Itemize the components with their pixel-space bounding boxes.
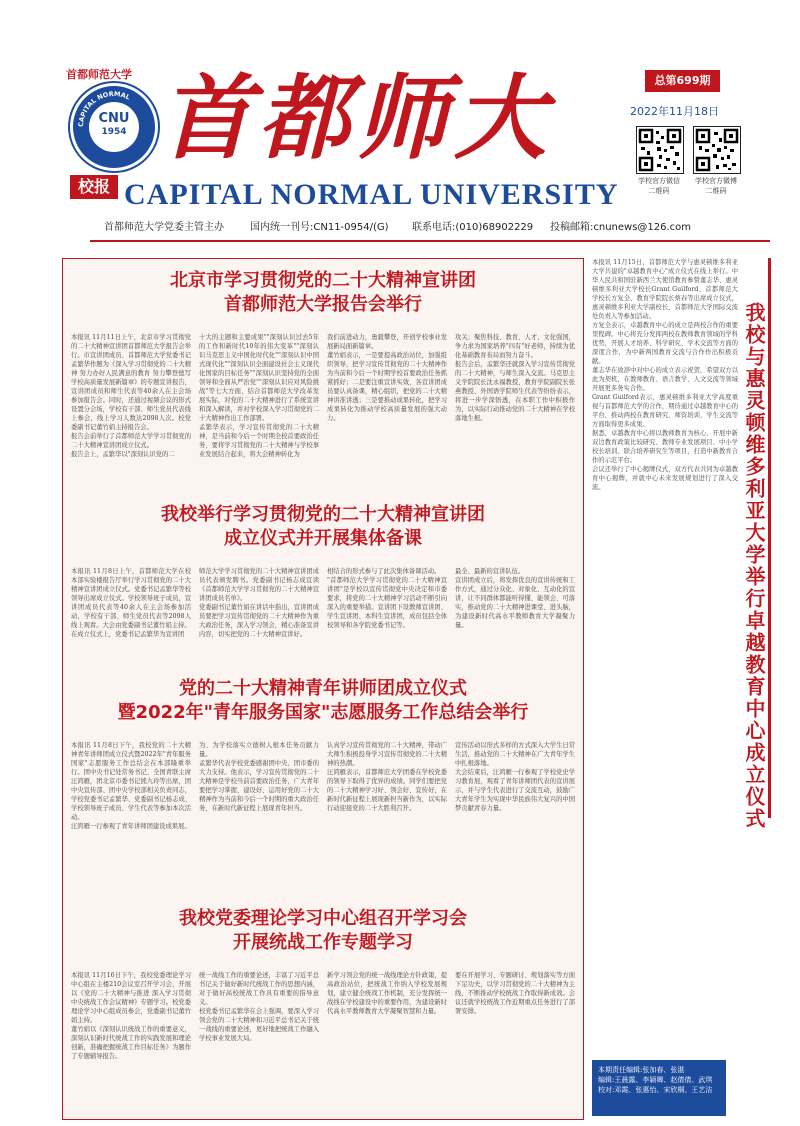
article-4-column: 本报讯 11月16日下午，我校党委理论学习中心组在主楼210会议室召开学习会，开展以《党的二十大精神与推进 深入学习贯彻中央统战工作会议精神》专题学习。校党委理论学习中心组成员参会，党委副书记董竹娟主持。 董竹娟以《深刻认识统战工作的重要意义，深刻认识新时代统战工作的实践发展和理论创新，准确把握统战工作目标任务》为题作了专题辅导报告。 (71, 972, 191, 1060)
article-3-headline: 党的二十大精神青年讲师团成立仪式 暨2022年"青年服务国家"志愿服务工作总结会举行 (117, 678, 529, 723)
university-tag: 首都师范大学 (66, 68, 132, 81)
article-4-headline: 我校党委理论学习中心组召开学习会 开展统战工作专题学习 (179, 908, 467, 953)
article-3-column: 为、为学校落实立德树人根本任务贡献力量。 孟繁华代表学校党委感谢团中央、团市委的大力支持。他表示，学习宣传贯彻党的二十大精神是学校当前首要政治任务，广大青年要把学习掌握、建设好、运用好党的二十大精神作为当前和今后一个时期的重大政治任务，在新时代新征程上展现青年担当。 (199, 742, 319, 812)
article-4-column: 统一战线工作的重要论述，丰富了习近平总书记关于做好新时代统战工作的思想内涵，对于做好高校统战工作具有重要的指导意义。 校党委书记孟繁华在会上强调，要深入学习领会党的二十大精神和习近平总书记关于统一战线的重要论述，更好地把统战工作融入学校事业发展大局。 (199, 972, 319, 1042)
article-2 (71, 503, 575, 638)
main-news-frame (62, 258, 584, 1120)
sponsor-text: 首都师范大学党委主管主办 (104, 222, 224, 233)
article-2-column: 本报讯 11月8日上午，首都师范大学在校本部实验楼报告厅举行学习贯彻党的二十大精神宣讲团成立仪式。党委书记孟繁华等校领导出席成立仪式。学校领导班子成员，宣讲团成员代表等40余人在主会场参加活动，学校有干部、师生党员代表等2098人线上观看。大会由党委副书记董竹娟主持。 在成立仪式上，党委书记孟繁华为宣讲团 (71, 568, 191, 638)
wechat-qr-caption: 学校官方微信 二维码 (638, 177, 680, 195)
article-4-column: 要在开展学习、专题研讨、规划落实等方面下足功夫，以学习贯彻党的二十大精神为主线，不断推动学校统战工作取得新成效。会议还就学校统战工作近期重点任务进行了部署安排。 (455, 972, 575, 1015)
seal-year-text: 1954 (101, 127, 127, 137)
article-1-headline: 北京市学习贯彻党的二十大精神宣讲团 首都师范大学报告会举行 (170, 270, 476, 315)
article-3-column: 本报讯 11月8日下午，我校党的二十大精神青年讲师团成立仪式暨2022年"青年服务国家"志愿服务工作总结会在本部隆重举行。团中央书记处常务书记、全国青联主席汪鸿雁，团北京市委书记熊九玲等出席，团中央宣传部、团中央学校部相关负责同志，学校党委书记孟繁华、党委副书记杨志成、学校领导班子成员、学生代表等参加本次活动。 汪鸿雁一行参观了青年讲师团建设成果展。 (71, 742, 191, 830)
wechat-qr-code-icon[interactable] (636, 126, 684, 174)
article-4-column: 新学习领会党的统一战线理论方针政策，提高政治站位，把统战工作纳入学校发展规划，建立健全统战工作机制，充分发挥统一战线在学校建设中的重要作用，为建设新时代高水平教师教育大学凝聚智慧和力量。 (327, 972, 447, 1015)
weibo-qr-code-icon[interactable] (693, 126, 741, 174)
article-2-body (71, 567, 575, 667)
seal-center (89, 102, 139, 152)
article-1-column: 攻关；聚焦科技、教育、人才、文化强国，争力求为国家培养"四有"好老师，持续为优化基础教育布局而努力奋斗。 报告会后，孟繁华还就深入学习宣传贯彻党的二十大精神，与师生深入交流。马克思主义学院院长沈永福教授、教育学院副院长张燕教授、外国语学院师生代表等纷纷表示，将进一步学深悟透，在本职工作中积极作为，以实际行动推动党的二十大精神在学校落地生根。 (455, 334, 575, 422)
article-4 (71, 907, 575, 1060)
masthead (0, 0, 800, 250)
contact-phone: 联系电话:(010)68902229 (412, 222, 534, 233)
masthead-divider (90, 240, 770, 242)
article-2-column: 师范大学学习贯彻党的二十大精神宣讲团成员代表颁发聘书。党委副书记杨志成宣读《首都师范大学学习贯彻党的二十大精神宣讲团成员名单》。 党委副书记董竹娟在讲话中指出，宣讲团成员要把学习宣传贯彻党的二十大精神作为重大政治任务，深入学习领会，精心准备宣讲内容，切实把党的二十大精神宣讲好。 (199, 568, 319, 638)
sidebar-vertical-headline: 我校与惠灵顿维多利亚大学举行卓越教育中心成立仪式 (742, 302, 766, 830)
sidebar-article-body: 本报讯 11月15日，首都师范大学与惠灵顿维多利亚大学共建的"卓越教育中心"成立仪式在线上举行。中华人民共和国驻新西兰大使馆教育参赞董志华、惠灵顿维多利亚大学校长Grant Guilford、首都师范大学校长方复全、教育学院院长蔡春等出席成立仪式，惠灵顿维多利亚大学副校长、首都师范大学国际交流处负责人等参加活动。 方复全表示，卓越教育中心的成立是两校合作的重要里程碑。中心将充分发挥两校在教师教育领域的学科优势，开展人才培养、科学研究、学术交流等方面的深度合作，为中新两国教育交流与合作作出积极贡献。 董志华在致辞中对中心的成立表示祝贺，希望双方以此为契机，在教师教育、语言教学、人文交流等领域开展更多务实合作。 Grant Guilford表示，惠灵顿维多利亚大学高度重视与首都师范大学的合作，期待通过卓越教育中心的平台，推动两校在教育研究、师资培训、学生交流等方面取得更多成果。 据悉，卓越教育中心将以教师教育为核心，开展中新双边教育政策比较研究、教师专业发展项目、中小学校长培训、联合培养研究生等项目，打造中新教育合作的示范平台。 会议还举行了中心揭牌仪式，双方代表共同为卓越教育中心揭牌，并就中心未来发展规划进行了深入交流。 (592, 259, 738, 491)
article-3 (71, 677, 575, 830)
article-1-body (71, 333, 575, 461)
weibo-qr-caption: 学校官方微博 二维码 (695, 177, 737, 195)
article-2-column: 相结合的形式参与了此次集体备课活动。 "首都师范大学学习贯彻党的二十大精神宣讲团"是学校以宣传贯彻党中央决定和市委要求，将党的二十大精神学习活动不断引向深入的重要举措。宣讲团下设教师宣讲团、学生宣讲团、本科生宣讲团，成员包括全体校领导和各学院党委书记等。 (327, 568, 447, 629)
article-1 (71, 269, 575, 458)
seal-cnu-text: CNU (98, 111, 130, 126)
university-seal-logo (70, 83, 158, 171)
section-tag: 校报 (70, 175, 118, 199)
sidebar-accent-bar (768, 258, 771, 818)
submission-email[interactable]: 投稿邮箱:cnunews@126.com (550, 222, 692, 233)
cn-number: 国内统一刊号:CN11-0954/(G) (250, 222, 389, 233)
svg-text:CAPITAL NORMAL: CAPITAL NORMAL (76, 89, 132, 128)
newspaper-title: 首都师大 (160, 64, 553, 172)
editor-credits-box: 本期责任编辑:张加春、张湛 编辑:王晨露、李颖卿、赵倩倩、武琪 校对:邓霞、张惠怡、宋欣桐、王艺洁 (592, 1060, 726, 1116)
article-3-column: 认真学习宣传贯彻党的二十大精神，带动广大师生积极投身学习宣传贯彻党的二十大精神的热潮。 汪鸿雁表示，首都师范大学团委在学校党委的领导下取得了优异的成绩。同学们要把党的二十大精神学习好、领会好、宣传好，在新时代新征程上展现新担当新作为，以实际行动迎接党的二十大胜利召开。 (327, 742, 447, 812)
article-2-column: 最全、最新的宣讲队伍。 宣讲团成立后，将发挥优良的宣讲传统和工作方式，通过分众化、对象化、互动化的宣讲，让不同群体都能听得懂、能领会、可落实，推动党的二十大精神进课堂、进头脑，为建设新时代高水平教师教育大学凝聚力量。 (455, 568, 575, 629)
article-3-column: 宣传活动以形式多样的方式深入大学生日常生活，推动党的二十大精神在广大青年学生中扎根落地。 大会结束后，汪鸿雁一行参观了学校党史学习教育展，观看了青年讲师团代表的宣讲展示，并与学生代表进行了交流互动，鼓励广大青年学生为实现中华民族伟大复兴的中国梦贡献青春力量。 (455, 742, 575, 812)
article-1-column: 本报讯 11月11日上午，北京市学习贯彻党的二十大精神宣讲团首都师范大学报告会举行。市宣讲团成员、首都师范大学党委书记孟繁华作题为《深入学习贯彻党的二十大精神 努力办好人民满意的教育 努力攀登德写学校高质量发展新篇章》的专题宣讲报告，宣讲团成员和师生代表等40余人在主会场参加报告会。同时，还通过视频会议的形式设置分会场，学校有干部、师生党员代表线上参会，线上学习人数达2098人次。校党委副书记董竹娟主持报告会。 报告会前举行了首都师范大学学习贯彻党的二十大精神宣讲团成立仪式。 报告会上，孟繁华以"深刻认识党的二 (71, 334, 191, 458)
article-2-headline: 我校举行学习贯彻党的二十大精神宣讲团 成立仪式并开展集体备课 (161, 504, 485, 549)
article-1-column: 十大的主题和主要成果""深刻认识过去5年的工作和新时代10年的伟大变革""深刻认识马克思主义中国化时代化""深刻认识中国式现代化""深刻认识全面建设社会主义现代化国家的目标任务""深刻认识坚持党的全面领导和全面从严治党""深刻认识应对风险挑战"等七大方面，结合首都师范大学改革发展实际，对党的二十大精神进行了系统宣讲和深入解读，并对学校深入学习贯彻党的二十大精神作出工作部署。 孟繁华表示，学习宣传贯彻党的二十大精神，是当前和今后一个时期全校首要政治任务，要将学习贯彻党的二十大精神与学校事业发展结合起来，将大会精神转化为 (199, 334, 319, 458)
issue-date: 2022年11月18日 (630, 105, 719, 118)
article-4-body (71, 971, 575, 1111)
sidebar-article (592, 258, 738, 1120)
article-1-column: 我们前进动力，勇毅攀登，开创学校事业发展新局面新篇章。 董竹娟表示，一是要提高政治站位，加强组织领导，把学习宣传贯彻党的二十大精神作为当前和今后一个时期学校首要政治任务抓紧抓好；二是要注重宣讲实效，各宣讲团成员要认真备课，精心组织，把党的二十大精神讲准讲透；三是要推动成果转化，把学习成果转化为推动学校高质量发展的强大动力。 (327, 334, 447, 422)
issue-number: 总第699期 (645, 70, 720, 92)
english-title: CAPITAL NORMAL UNIVERSITY (124, 178, 619, 211)
article-3-body (71, 741, 575, 921)
